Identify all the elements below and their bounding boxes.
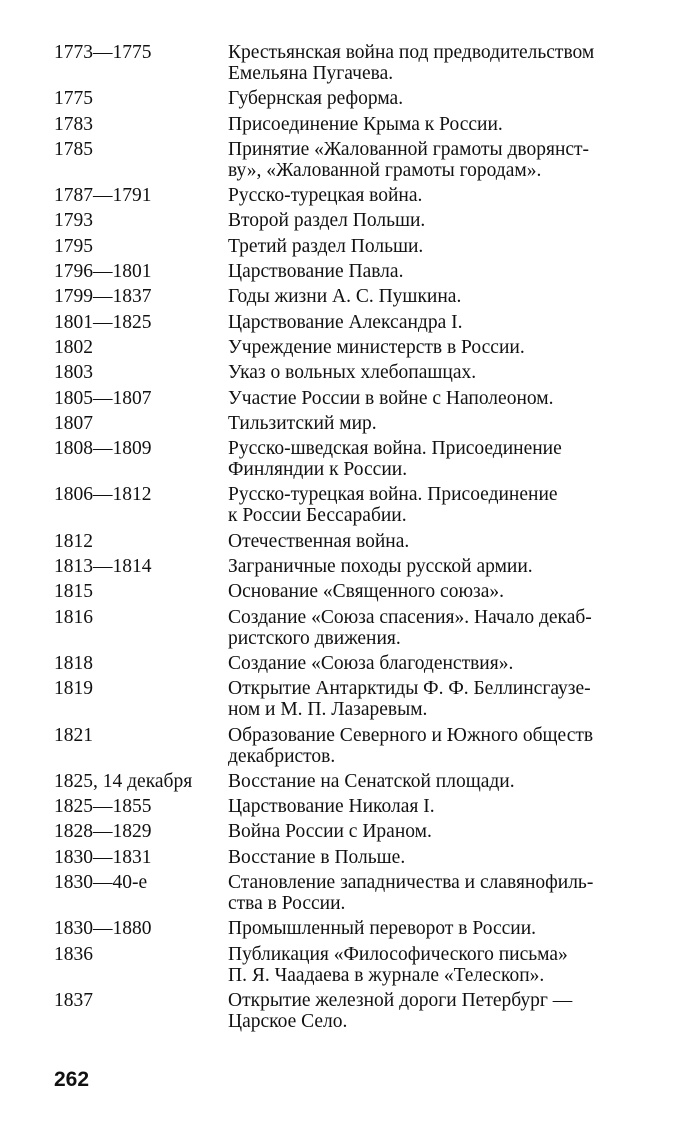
entry-event: Принятие «Жалованной грамоты дворянст- ву», «Жалованной грамоты городам». xyxy=(228,138,590,181)
entry-date: 1816 xyxy=(54,606,93,628)
chronology-row xyxy=(54,944,654,986)
chronology-row xyxy=(54,236,654,257)
chronology-row xyxy=(54,362,654,383)
chronology-row xyxy=(54,725,654,767)
entry-date: 1825, 14 декабря xyxy=(54,770,193,792)
entry-date: 1775 xyxy=(54,88,93,110)
chronology-row xyxy=(54,210,654,231)
entry-event: Русско-турецкая война. Присоединение к России Бессарабии. xyxy=(228,484,558,527)
entry-event: Восстание на Сенатской площади. xyxy=(228,770,515,792)
entry-event: Образование Северного и Южного обществ декабристов. xyxy=(228,724,594,767)
entry-date: 1830—40-е xyxy=(54,872,148,894)
entry-event: Создание «Союза благоденствия». xyxy=(228,652,514,674)
chronology-row xyxy=(54,438,654,480)
chronology-row xyxy=(54,678,654,720)
chronology-row xyxy=(54,139,654,181)
entry-event: Второй раздел Польши. xyxy=(228,210,426,232)
chronology-row xyxy=(54,413,654,434)
chronology-table xyxy=(54,42,654,1036)
entry-event: Открытие Антарктиды Ф. Ф. Беллинсгаузе- ном и М. П. Лазаревым. xyxy=(228,678,591,721)
entry-event: Учреждение министерств в России. xyxy=(228,336,525,358)
entry-date: 1806—1812 xyxy=(54,484,152,506)
chronology-row xyxy=(54,114,654,135)
chronology-row xyxy=(54,847,654,868)
entry-event: Указ о вольных хлебопашцах. xyxy=(228,362,477,384)
entry-date: 1795 xyxy=(54,235,93,257)
entry-event: Третий раздел Польши. xyxy=(228,235,424,257)
chronology-row xyxy=(54,185,654,206)
entry-date: 1837 xyxy=(54,989,93,1011)
entry-date: 1801—1825 xyxy=(54,311,152,333)
chronology-row xyxy=(54,88,654,109)
chronology-row xyxy=(54,872,654,914)
entry-event: Заграничные походы русской армии. xyxy=(228,556,533,578)
chronology-row xyxy=(54,796,654,817)
entry-event: Создание «Союза спасения». Начало декаб- ристского движения. xyxy=(228,606,592,649)
entry-event: Царствование Николая I. xyxy=(228,796,435,818)
entry-event: Публикация «Философического письма» П. Я. Чаадаева в журнале «Телескоп». xyxy=(228,943,568,986)
chronology-row xyxy=(54,42,654,84)
entry-event: Участие России в войне с Наполеоном. xyxy=(228,387,554,409)
chronology-row xyxy=(54,484,654,526)
entry-event: Годы жизни А. С. Пушкина. xyxy=(228,286,462,308)
entry-date: 1828—1829 xyxy=(54,821,152,843)
chronology-row xyxy=(54,388,654,409)
chronology-row xyxy=(54,771,654,792)
entry-event: Открытие железной дороги Петербург — Царское Село. xyxy=(228,989,573,1032)
entry-event: Основание «Священного союза». xyxy=(228,581,504,603)
chronology-row xyxy=(54,581,654,602)
entry-date: 1815 xyxy=(54,581,93,603)
entry-event: Становление западничества и славянофиль- ства в России. xyxy=(228,872,594,915)
chronology-row xyxy=(54,312,654,333)
entry-date: 1819 xyxy=(54,678,93,700)
entry-date: 1808—1809 xyxy=(54,438,152,460)
entry-date: 1783 xyxy=(54,113,93,135)
entry-date: 1836 xyxy=(54,943,93,965)
entry-date: 1785 xyxy=(54,138,93,160)
entry-event: Русско-шведская война. Присоединение Финляндии к России. xyxy=(228,438,562,481)
entry-event: Восстание в Польше. xyxy=(228,846,406,868)
entry-event: Царствование Александра I. xyxy=(228,311,463,333)
chronology-row xyxy=(54,556,654,577)
entry-date: 1825—1855 xyxy=(54,796,152,818)
entry-date: 1805—1807 xyxy=(54,387,152,409)
entry-date: 1812 xyxy=(54,530,93,552)
entry-date: 1796—1801 xyxy=(54,261,152,283)
entry-event: Война России с Ираном. xyxy=(228,821,432,843)
entry-date: 1830—1831 xyxy=(54,846,152,868)
entry-event: Губернская реформа. xyxy=(228,88,404,110)
chronology-row xyxy=(54,918,654,939)
entry-date: 1821 xyxy=(54,724,93,746)
entry-date: 1813—1814 xyxy=(54,556,152,578)
chronology-row xyxy=(54,261,654,282)
entry-event: Крестьянская война под предводительством Емельяна Пугачева. xyxy=(228,42,595,84)
entry-event: Отечественная война. xyxy=(228,530,410,552)
entry-date: 1793 xyxy=(54,210,93,232)
chronology-row xyxy=(54,653,654,674)
entry-date: 1818 xyxy=(54,652,93,674)
chronology-row xyxy=(54,286,654,307)
entry-event: Присоединение Крыма к России. xyxy=(228,113,503,135)
entry-date: 1799—1837 xyxy=(54,286,152,308)
entry-date: 1802 xyxy=(54,336,93,358)
chronology-row xyxy=(54,607,654,649)
chronology-row xyxy=(54,821,654,842)
entry-date: 1807 xyxy=(54,412,93,434)
entry-date: 1803 xyxy=(54,362,93,384)
entry-date: 1773—1775 xyxy=(54,42,152,63)
chronology-row xyxy=(54,337,654,358)
chronology-row xyxy=(54,531,654,552)
entry-date: 1787—1791 xyxy=(54,185,152,207)
entry-event: Царствование Павла. xyxy=(228,261,404,283)
entry-event: Тильзитский мир. xyxy=(228,412,377,434)
entry-event: Русско-турецкая война. xyxy=(228,185,423,207)
entry-date: 1830—1880 xyxy=(54,918,152,940)
entry-event: Промышленный переворот в России. xyxy=(228,918,537,940)
chronology-row xyxy=(54,990,654,1032)
page-number: 262 xyxy=(54,1068,90,1091)
